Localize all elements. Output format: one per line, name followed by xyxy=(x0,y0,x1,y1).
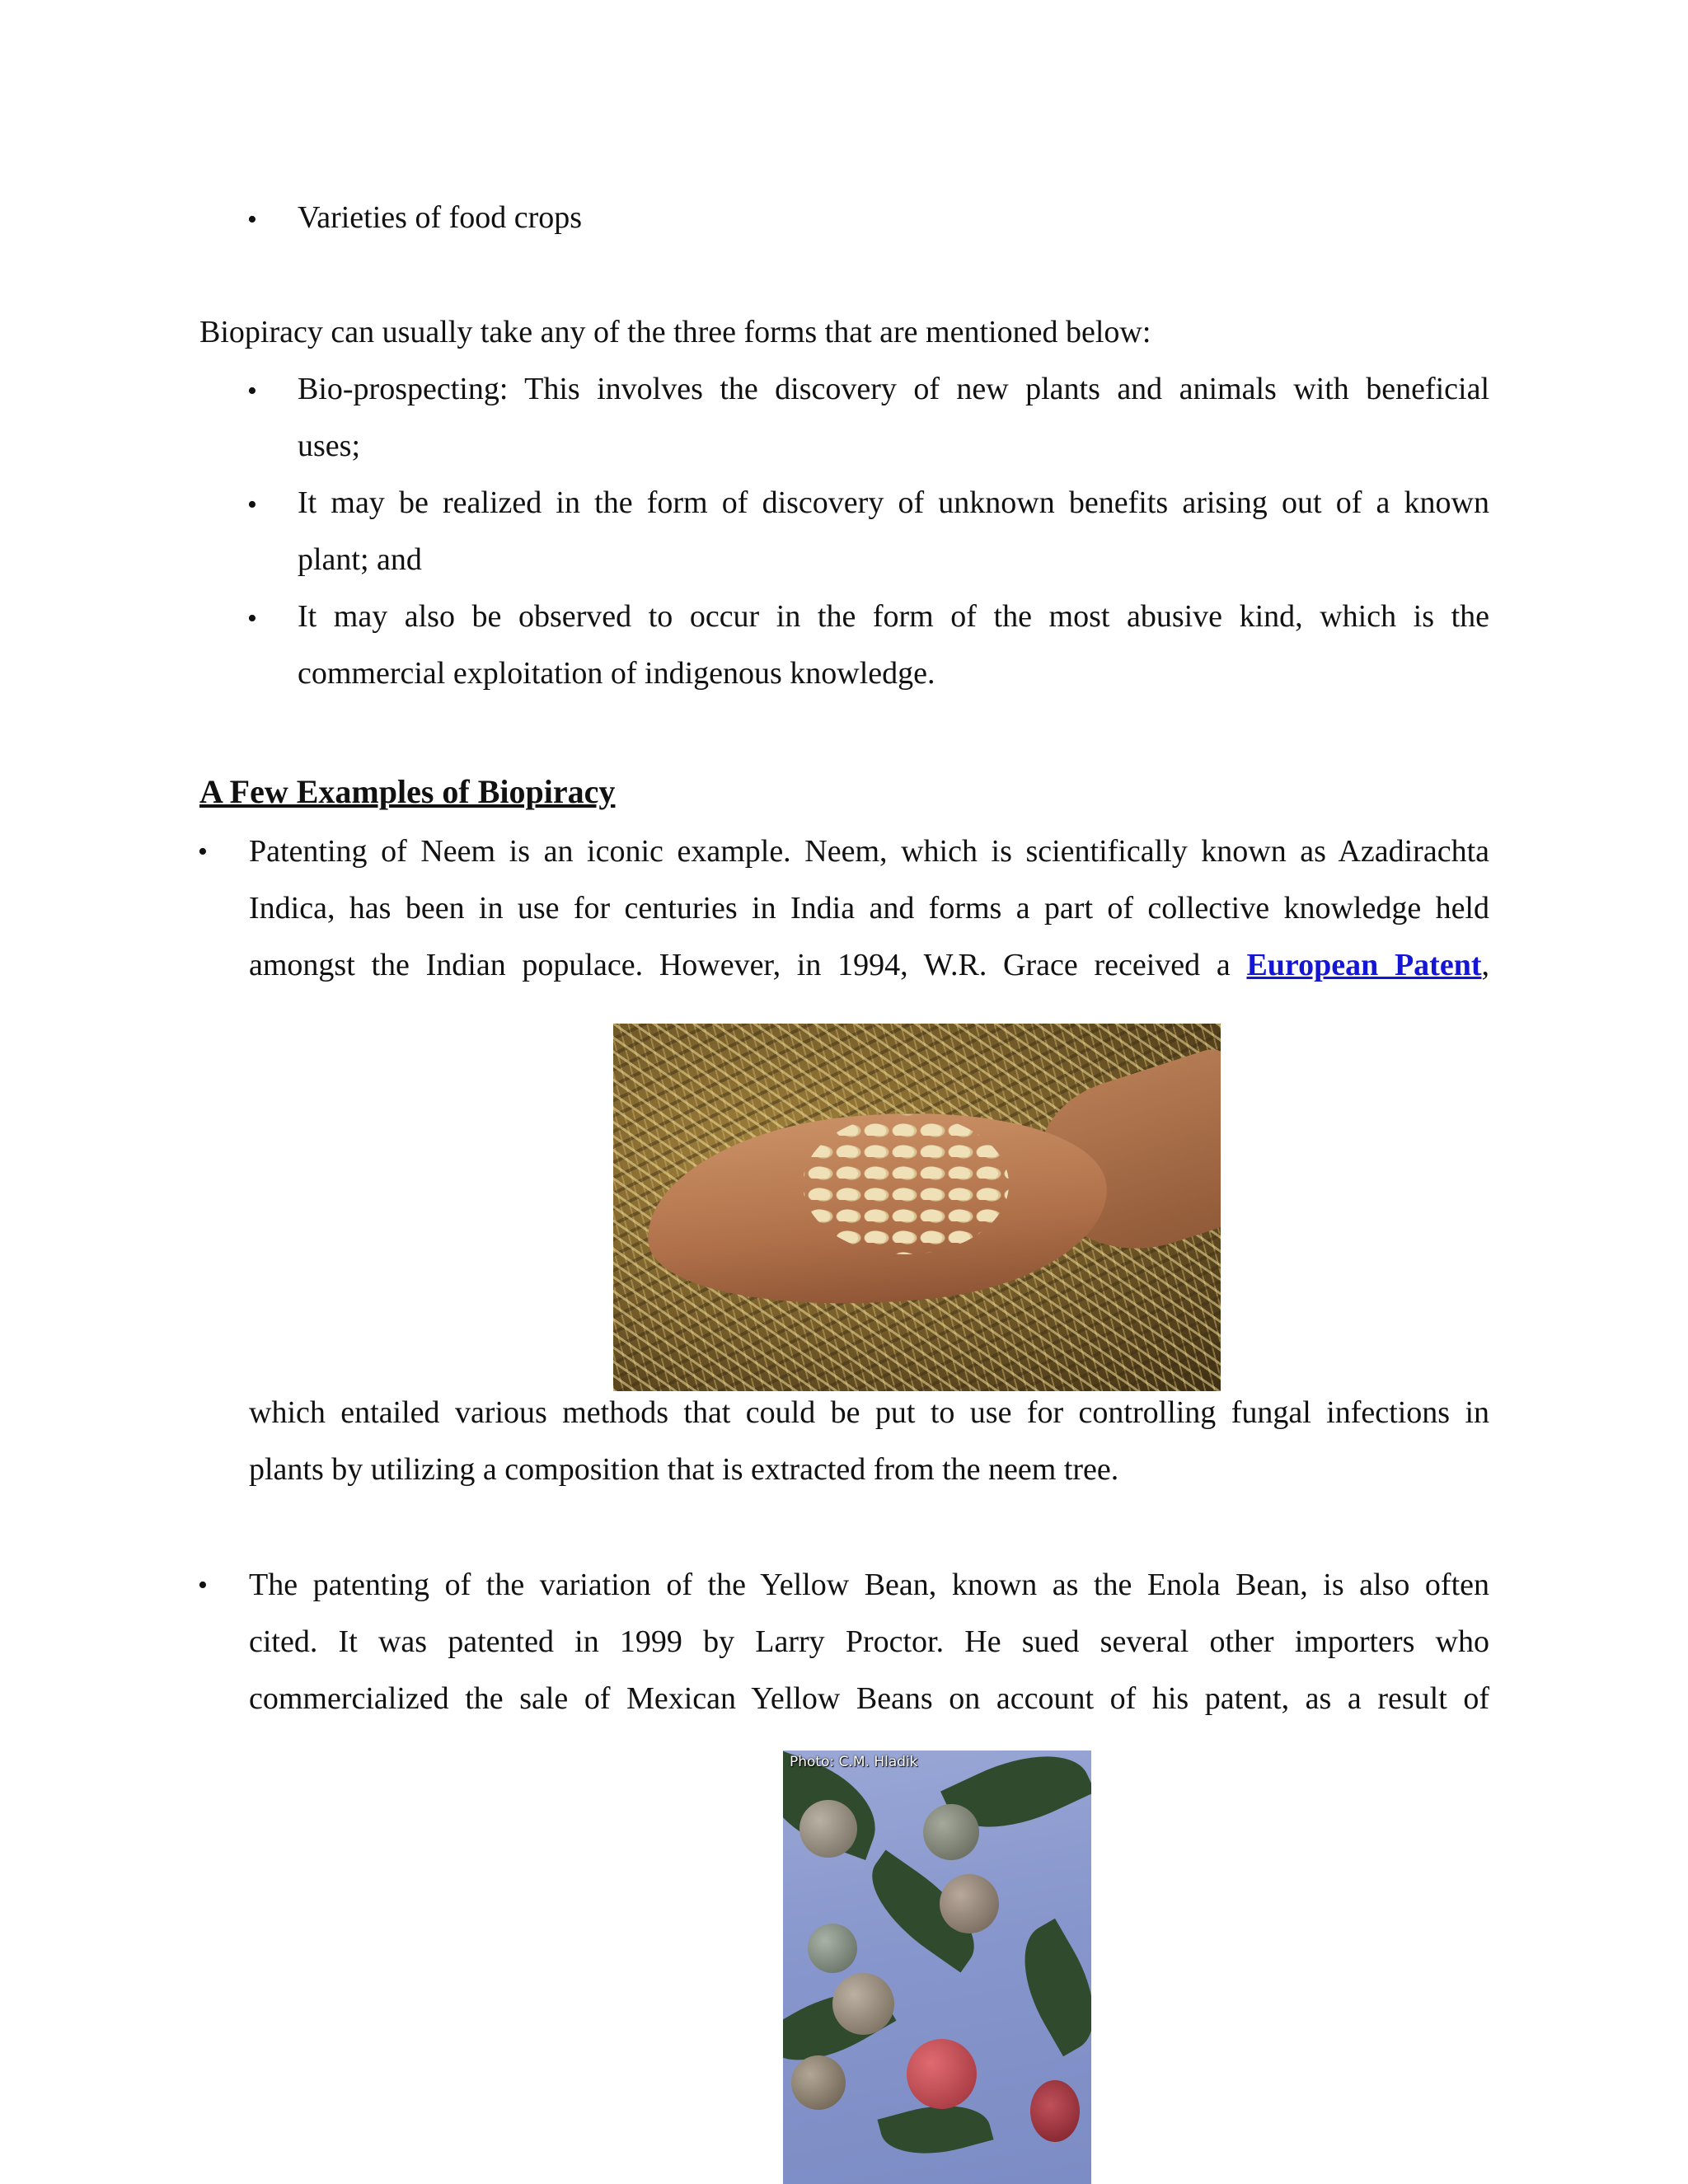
neem-line3 xyxy=(249,937,1489,994)
bean-line1: The patenting of the variation of the Yellow Bean, known as the Enola Bean, is also often xyxy=(249,1568,1489,1602)
beans-in-hand-photo xyxy=(613,1024,1221,1391)
form-item-2-line2: plant; and xyxy=(298,542,422,577)
form-item-1-line2: uses; xyxy=(298,429,360,463)
form-item-3-line2: commercial exploitation of indigenous knowledge. xyxy=(298,656,935,691)
form-item-3-line1: It may also be observed to occur in the form of the most abusive kind, which is the xyxy=(298,599,1489,634)
neem-line1: Patenting of Neem is an iconic example. Neem, which is scientifically known as Azadirachta xyxy=(249,834,1489,869)
photo-fruit xyxy=(940,1874,999,1933)
photo-beans xyxy=(803,1114,1009,1254)
section-heading: A Few Examples of Biopiracy xyxy=(199,773,616,810)
photo-fruit xyxy=(799,1800,857,1858)
neem-line3-comma: , xyxy=(1481,948,1489,982)
list-item-food-crops: Varieties of food crops xyxy=(298,200,583,235)
photo-leaf xyxy=(1001,1919,1091,2056)
photo-fruit-red xyxy=(1030,2080,1080,2142)
neem-line2: Indica, has been in use for centuries in India and forms a part of collective knowledge held xyxy=(249,891,1489,926)
bullet-marker: • xyxy=(247,204,257,235)
photo-credit: Photo: C.M. Hladik xyxy=(790,1754,918,1770)
photo-fruit xyxy=(923,1804,979,1860)
neem-after-line2: plants by utilizing a composition that is extracted from the neem tree. xyxy=(249,1452,1119,1487)
bullet-marker: • xyxy=(198,1570,208,1601)
neem-line3-text: amongst the Indian populace. However, in 1994, W.R. Grace received a xyxy=(249,948,1247,982)
photo-fruit xyxy=(832,1973,894,2035)
form-item-1-line1: Bio-prospecting: This involves the discovery of new plants and animals with beneficial xyxy=(298,372,1489,406)
form-item-2-line1: It may be realized in the form of discovery of unknown benefits arising out of a known xyxy=(298,485,1489,520)
bullet-marker: • xyxy=(247,490,257,520)
bean-line2: cited. It was patented in 1999 by Larry Proctor. He sued several other importers who xyxy=(249,1624,1489,1659)
photo-fruit-red xyxy=(907,2039,977,2109)
european-patent-link[interactable]: European Patent xyxy=(1246,948,1482,982)
bullet-marker: • xyxy=(247,603,257,634)
bullet-marker: • xyxy=(247,376,257,406)
neem-fruit-photo xyxy=(783,1750,1091,2184)
bullet-marker: • xyxy=(198,837,208,867)
forms-intro-text: Biopiracy can usually take any of the three forms that are mentioned below: xyxy=(199,315,1151,349)
bean-line3: commercialized the sale of Mexican Yellow Beans on account of his patent, as a result of xyxy=(249,1681,1489,1716)
photo-fruit xyxy=(808,1924,857,1973)
neem-after-line1: which entailed various methods that could be put to use for controlling fungal infections in xyxy=(249,1395,1489,1430)
photo-fruit xyxy=(791,2055,846,2110)
